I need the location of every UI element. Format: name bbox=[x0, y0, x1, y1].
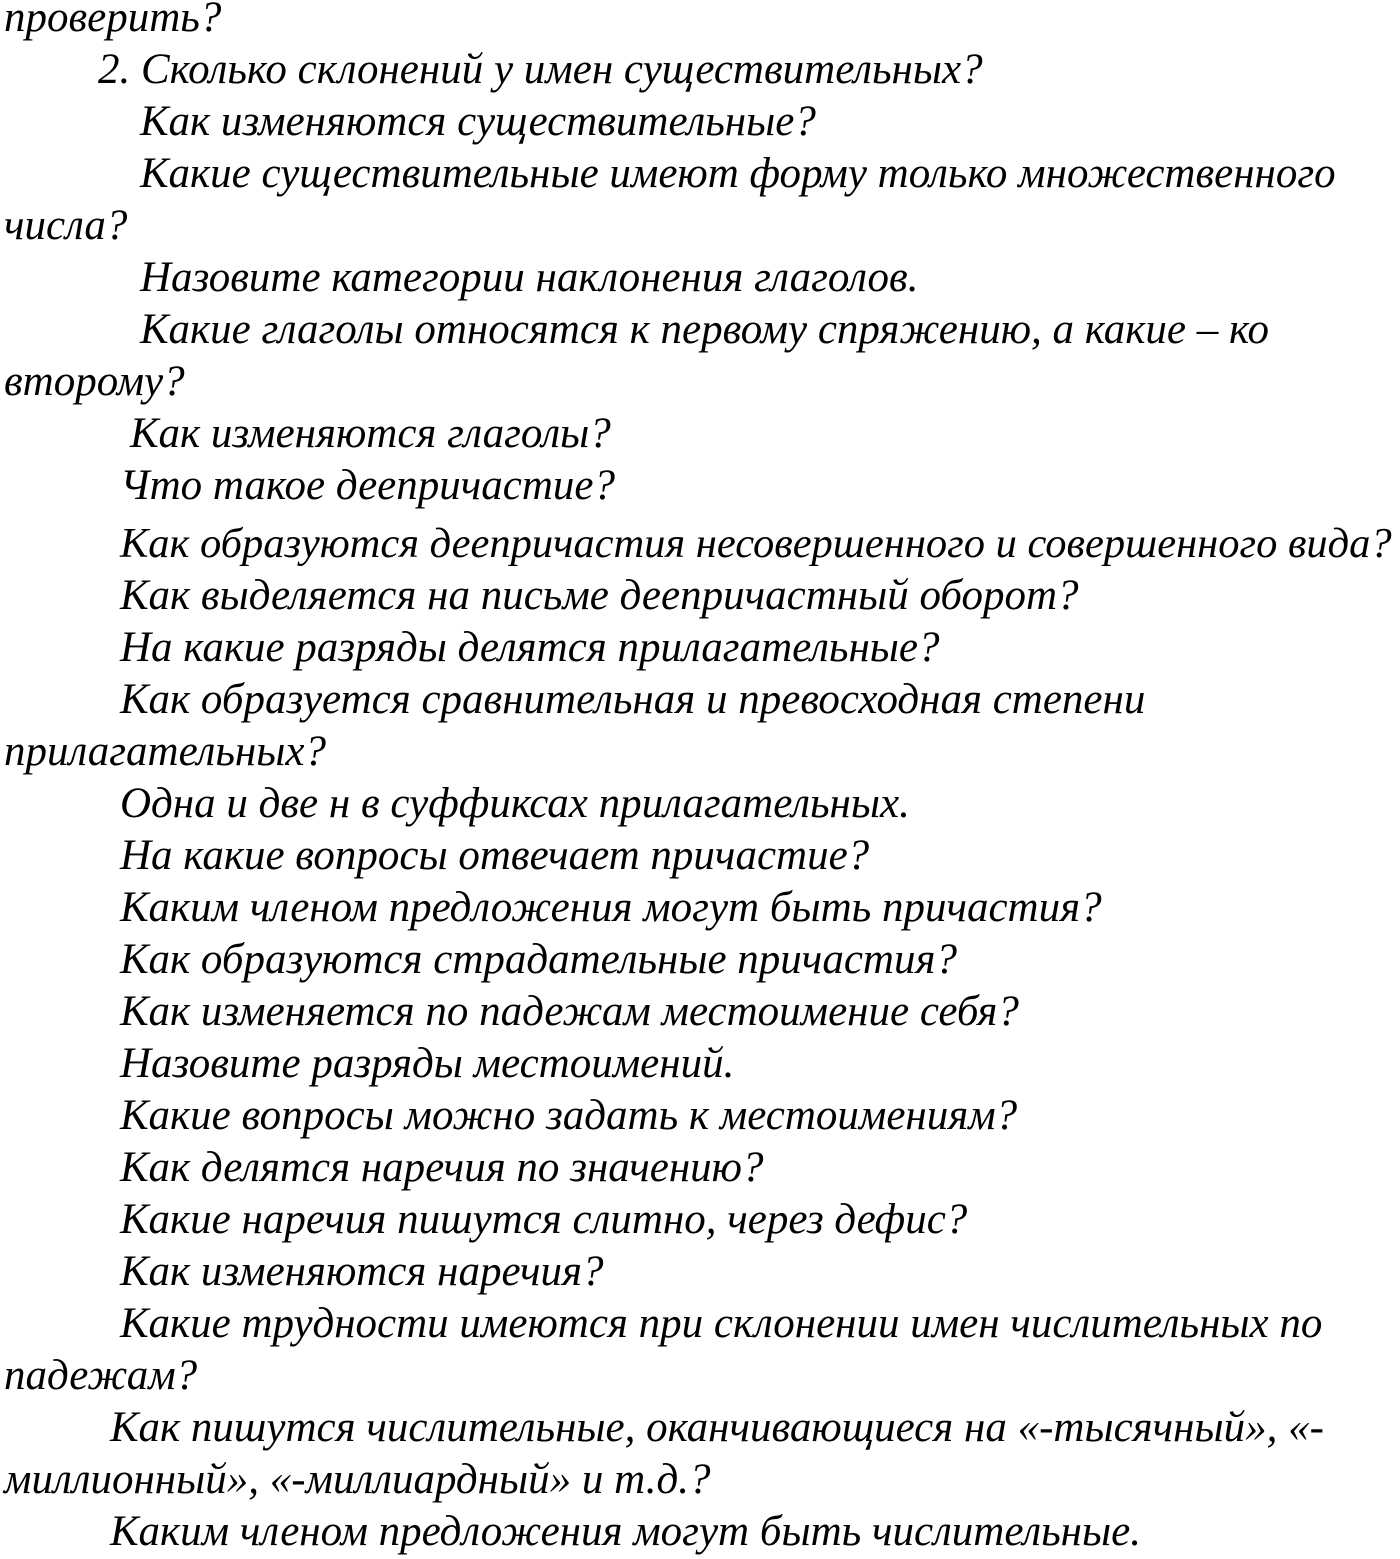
text-line: Как изменяются существительные? bbox=[140, 98, 816, 145]
text-line: Как изменяются глаголы? bbox=[130, 410, 611, 457]
text-line: Как образуются страдательные причастия? bbox=[120, 936, 957, 983]
text-line: Как образуется сравнительная и превосходная степени bbox=[120, 676, 1146, 723]
text-line: проверить? bbox=[4, 0, 222, 41]
text-line: Каким членом предложения могут быть числительные. bbox=[110, 1508, 1141, 1555]
text-line: Назовите разряды местоимений. bbox=[120, 1040, 735, 1087]
text-line: Как изменяется по падежам местоимение себя? bbox=[120, 988, 1019, 1035]
text-line: На какие вопросы отвечает причастие? bbox=[120, 832, 870, 879]
text-line: прилагательных? bbox=[4, 728, 326, 775]
text-line: Одна и две н в суффиксах прилагательных. bbox=[120, 780, 910, 827]
text-line: Назовите категории наклонения глаголов. bbox=[140, 254, 919, 301]
text-line: Что такое деепричастие? bbox=[120, 462, 616, 509]
text-line: Каким членом предложения могут быть причастия? bbox=[120, 884, 1102, 931]
text-line: 2. Сколько склонений у имен существительных? bbox=[98, 46, 983, 93]
text-line: Какие существительные имеют форму только множественного bbox=[140, 150, 1336, 197]
text-line: Как выделяется на письме деепричастный оборот? bbox=[120, 572, 1079, 619]
text-line: Какие трудности имеются при склонении имен числительных по bbox=[120, 1300, 1323, 1347]
text-line: Как образуются деепричастия несовершенного и совершенного вида? bbox=[120, 520, 1392, 567]
text-line: Как пишутся числительные, оканчивающиеся на «-тысячный», «- bbox=[110, 1404, 1324, 1451]
text-line: Какие глаголы относятся к первому спряжению, а какие – ко bbox=[140, 306, 1269, 353]
text-line: Как изменяются наречия? bbox=[120, 1248, 604, 1295]
text-line: Как делятся наречия по значению? bbox=[120, 1144, 764, 1191]
text-line: Какие наречия пишутся слитно, через дефис? bbox=[120, 1196, 968, 1243]
text-line: На какие разряды делятся прилагательные? bbox=[120, 624, 940, 671]
text-line: числа? bbox=[4, 202, 128, 249]
text-line: миллионный», «-миллиардный» и т.д.? bbox=[4, 1456, 711, 1503]
text-line: второму? bbox=[4, 358, 185, 405]
text-line: падежам? bbox=[4, 1352, 198, 1399]
text-line: Какие вопросы можно задать к местоимениям? bbox=[120, 1092, 1018, 1139]
